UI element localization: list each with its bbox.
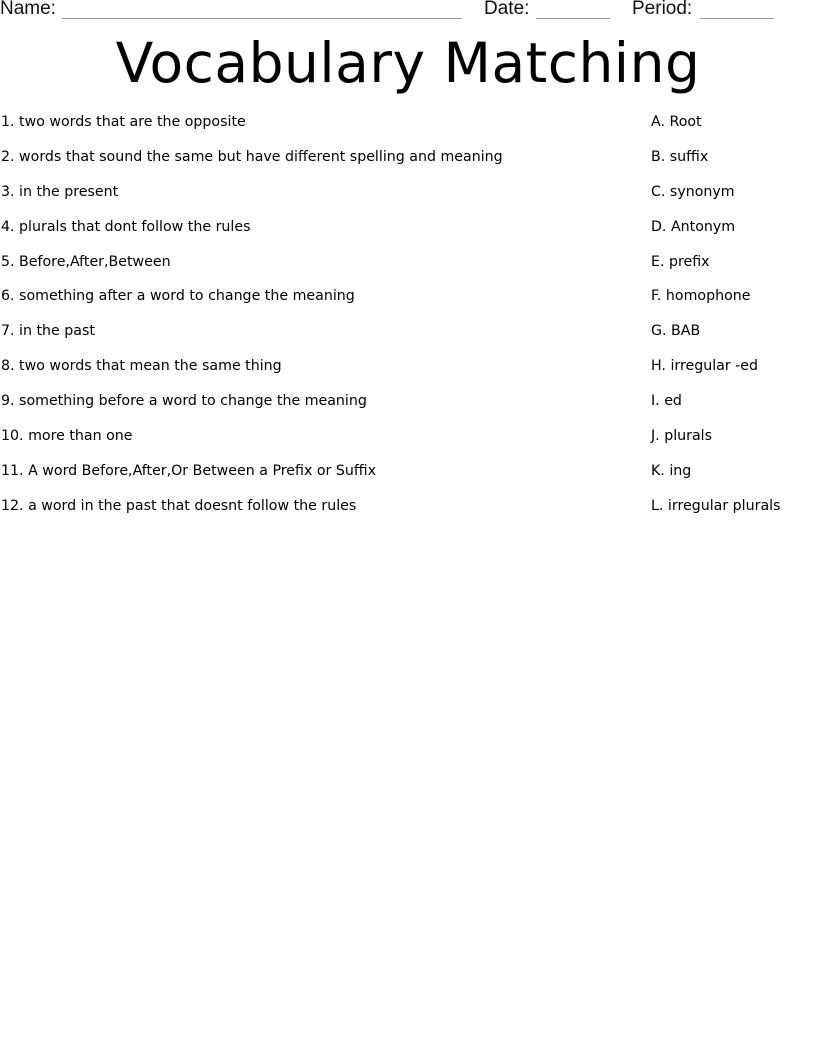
answer-option: L. irregular plurals bbox=[651, 497, 781, 514]
matching-row bbox=[0, 147, 816, 182]
clue-text: 3. in the present bbox=[1, 183, 119, 200]
answer-option: K. ing bbox=[651, 462, 692, 479]
worksheet-header bbox=[0, 0, 816, 24]
answer-option: B. suffix bbox=[651, 148, 709, 165]
period-label: Period: bbox=[632, 0, 693, 19]
answer-option: A. Root bbox=[651, 114, 702, 130]
matching-row bbox=[0, 356, 816, 391]
page-title: Vocabulary Matching bbox=[115, 31, 701, 95]
clue-text: 8. two words that mean the same thing bbox=[1, 358, 282, 375]
clue-text: 12. a word in the past that doesnt follow the rules bbox=[1, 497, 357, 514]
matching-row bbox=[0, 426, 816, 461]
period-blank-line bbox=[700, 18, 774, 19]
answer-option: I. ed bbox=[651, 393, 682, 410]
matching-row bbox=[0, 182, 816, 217]
name-blank-line bbox=[62, 18, 462, 19]
answer-option: C. synonym bbox=[651, 183, 735, 200]
matching-list bbox=[0, 112, 816, 531]
matching-row bbox=[0, 461, 816, 496]
clue-text: 9. something before a word to change the meaning bbox=[1, 393, 367, 410]
answer-option: J. plurals bbox=[651, 428, 713, 445]
clue-text: 1. two words that are the opposite bbox=[1, 114, 246, 130]
answer-option: D. Antonym bbox=[651, 218, 736, 235]
clue-text: 11. A word Before,After,Or Between a Prefix or Suffix bbox=[1, 462, 376, 479]
clue-text: 2. words that sound the same but have different spelling and meaning bbox=[1, 148, 503, 165]
matching-row bbox=[0, 391, 816, 426]
answer-option: G. BAB bbox=[651, 323, 701, 340]
clue-text: 5. Before,After,Between bbox=[1, 253, 171, 270]
answer-option: E. prefix bbox=[651, 253, 710, 270]
matching-row bbox=[0, 286, 816, 321]
clue-text: 7. in the past bbox=[1, 323, 95, 340]
matching-row bbox=[0, 496, 816, 531]
matching-row bbox=[0, 252, 816, 287]
answer-option: H. irregular -ed bbox=[651, 358, 759, 375]
date-blank-line bbox=[536, 18, 610, 19]
clue-text: 10. more than one bbox=[1, 428, 133, 445]
clue-text: 4. plurals that dont follow the rules bbox=[1, 218, 251, 235]
date-label: Date: bbox=[484, 0, 530, 19]
name-label: Name: bbox=[0, 0, 56, 19]
matching-row bbox=[0, 112, 816, 147]
matching-row bbox=[0, 217, 816, 252]
answer-option: F. homophone bbox=[651, 288, 751, 305]
clue-text: 6. something after a word to change the meaning bbox=[1, 288, 355, 305]
matching-row bbox=[0, 321, 816, 356]
